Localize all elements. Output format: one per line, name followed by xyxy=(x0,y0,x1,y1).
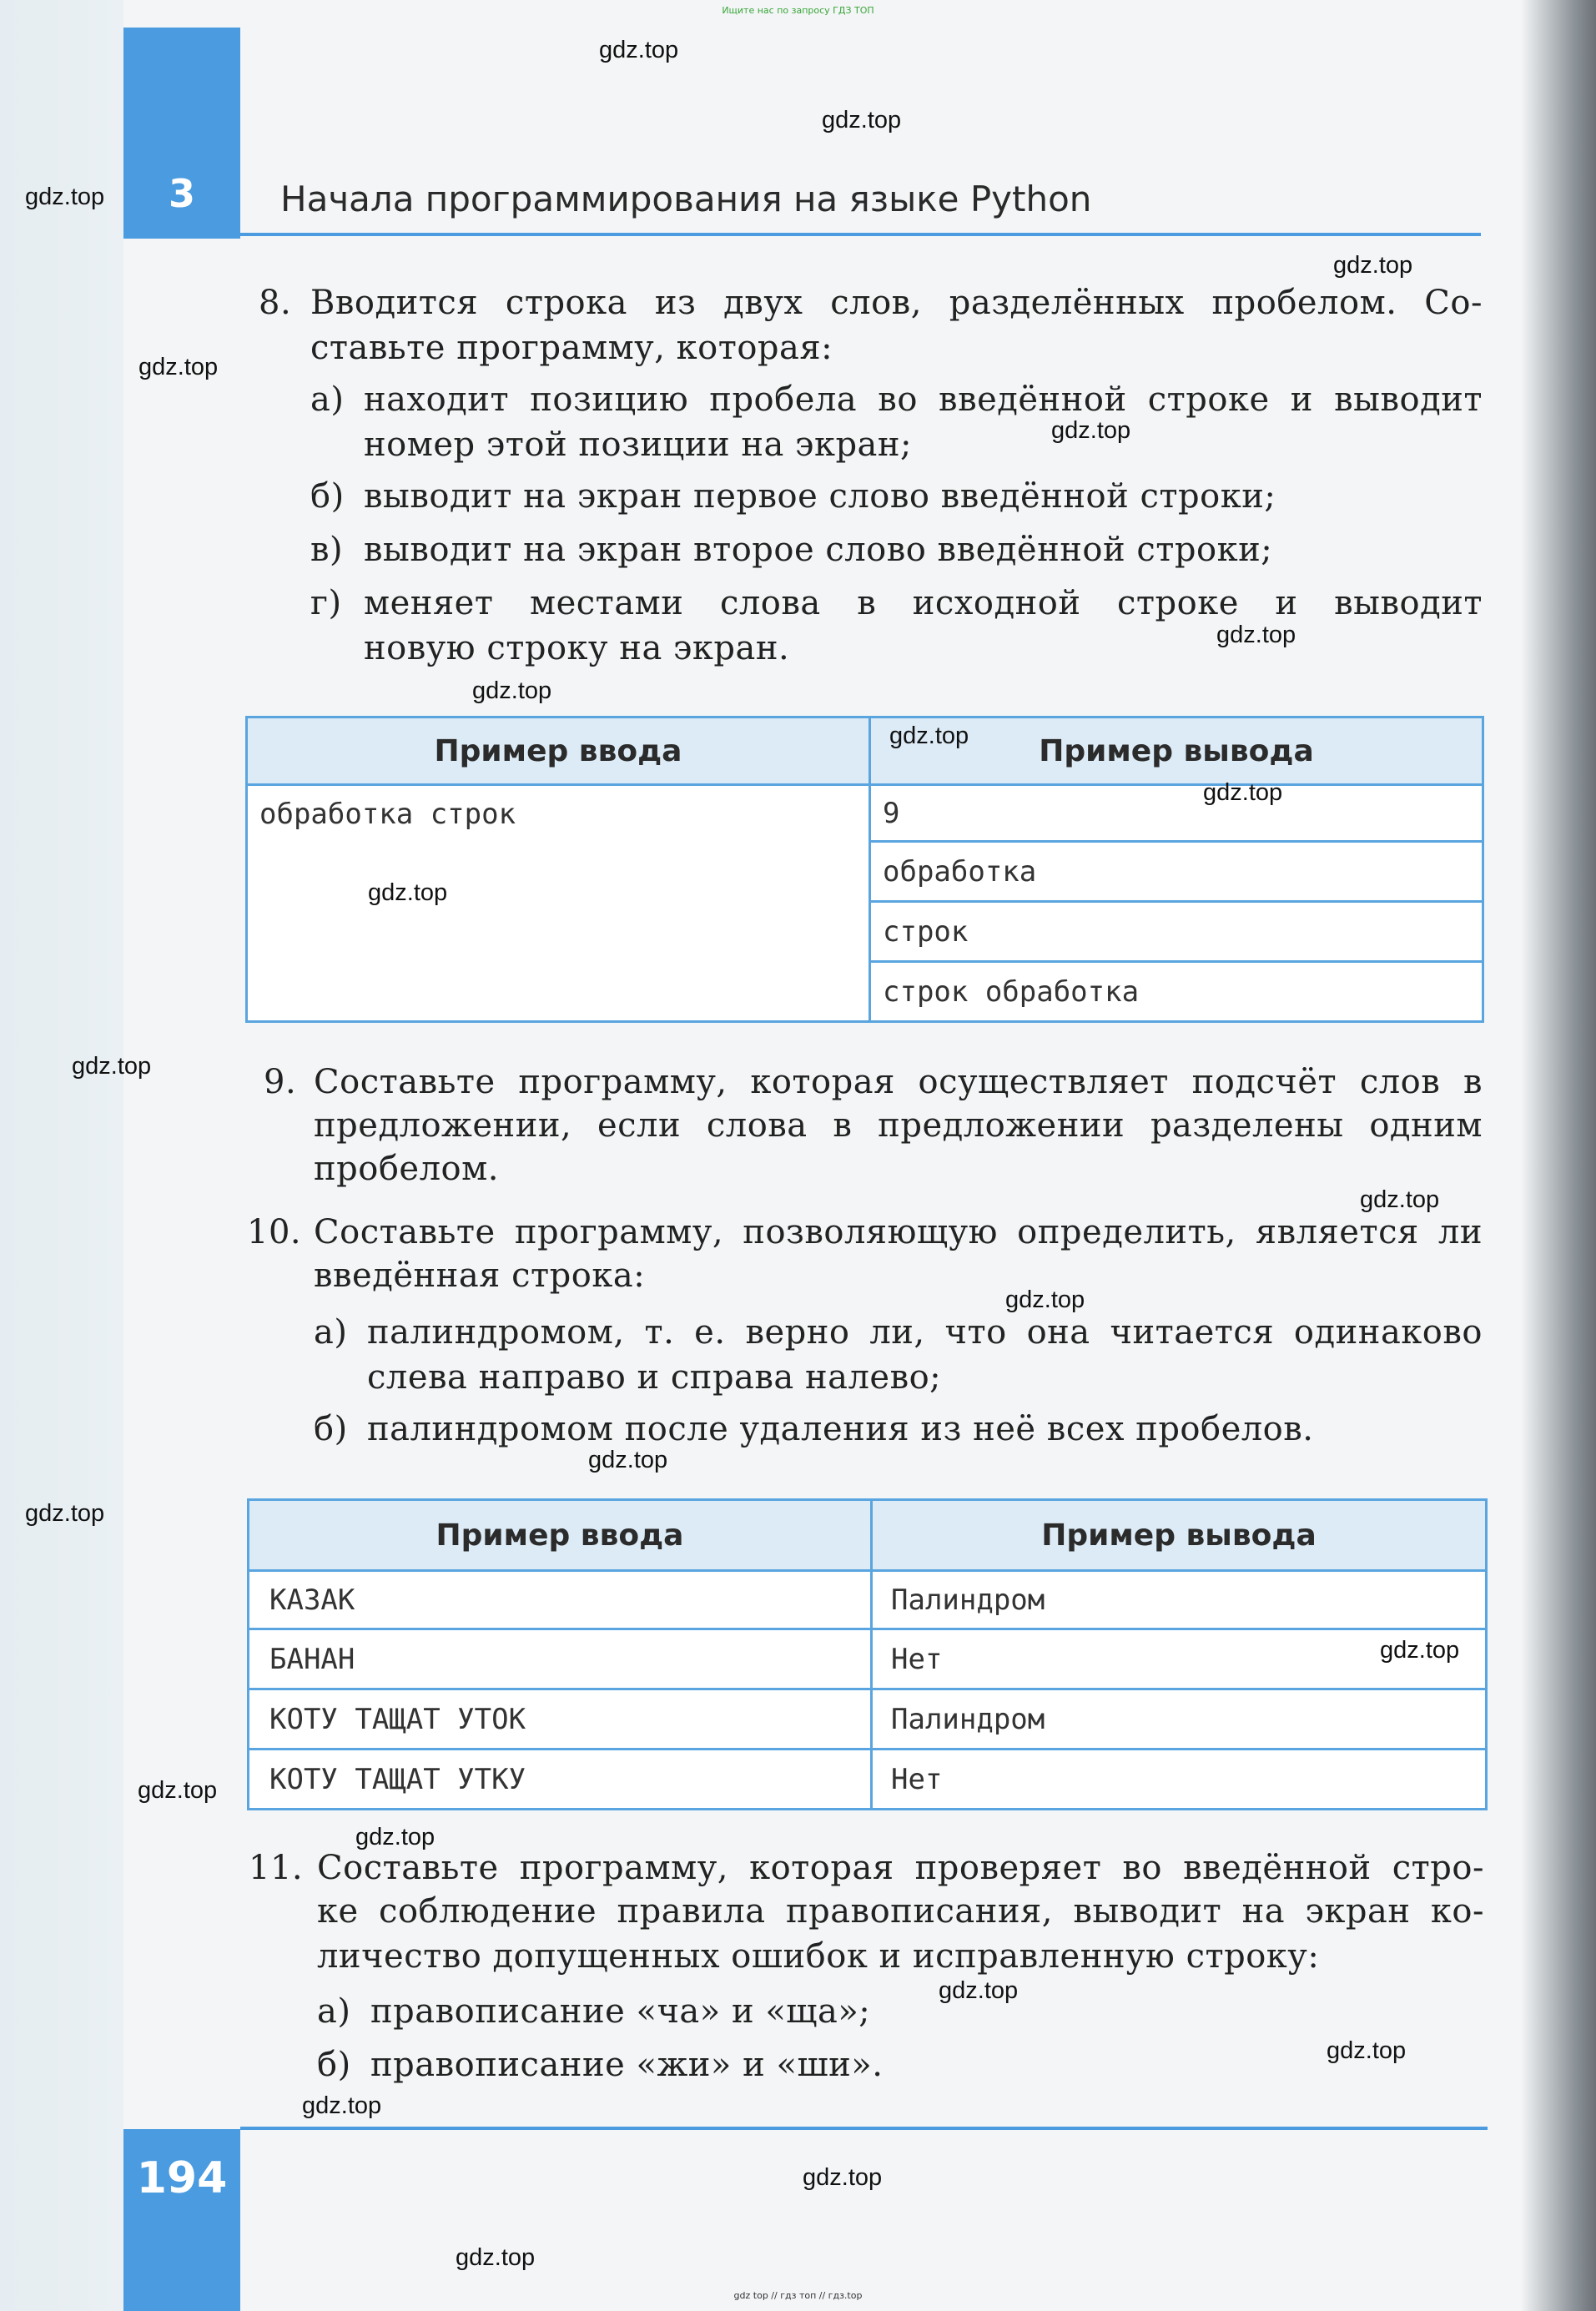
item-label: а) xyxy=(314,1313,348,1352)
watermark: gdz.top xyxy=(939,1977,1019,2004)
watermark: gdz.top xyxy=(72,1053,152,1080)
watermark: gdz.top xyxy=(1380,1637,1460,1664)
task-text: пробелом. xyxy=(314,1150,499,1188)
table-cell-output: Палиндром xyxy=(872,1571,1487,1629)
item-label: в) xyxy=(310,531,344,569)
watermark: gdz.top xyxy=(588,1447,668,1473)
table-cell-output: обработка xyxy=(870,842,1483,902)
watermark: gdz.top xyxy=(1051,417,1131,444)
watermark: gdz.top xyxy=(138,1777,218,1804)
watermark: gdz.top xyxy=(368,879,448,906)
task-text: Составьте программу, которая проверяет во введённой стро- xyxy=(317,1849,1484,1887)
task-text: ставьте программу, которая: xyxy=(310,329,833,367)
table-cell-input: КОТУ ТАЩАТ УТКУ xyxy=(249,1750,872,1810)
item-label: б) xyxy=(310,477,345,516)
watermark: gdz.top xyxy=(599,37,679,63)
watermark: gdz.top xyxy=(822,107,902,133)
watermark: gdz.top xyxy=(25,1500,105,1527)
task-text: предложении, если слова в предложении разделены одним xyxy=(314,1106,1483,1145)
watermark: gdz.top xyxy=(1327,2037,1407,2064)
watermark: gdz.top xyxy=(1216,622,1296,648)
task-number: 10. xyxy=(247,1213,302,1251)
task-text: Составьте программу, позволяющую определить, является ли xyxy=(314,1213,1483,1251)
table-cell-input: КОТУ ТАЩАТ УТОК xyxy=(249,1689,872,1750)
table-cell-output: Палиндром xyxy=(872,1689,1487,1750)
item-label: б) xyxy=(317,2046,351,2084)
table-cell-output: 9 xyxy=(870,785,1483,842)
table-header-input: Пример ввода xyxy=(249,1500,872,1571)
page-margin xyxy=(0,0,123,2311)
bottom-note: gdz top // гдз топ // гдз.top xyxy=(733,2290,863,2301)
task-text: Вводится строка из двух слов, разделённых пробелом. Со- xyxy=(310,284,1483,322)
task-number: 11. xyxy=(249,1849,304,1887)
example-table-2 xyxy=(247,1498,1488,1810)
table-header-output: Пример вывода xyxy=(872,1500,1487,1571)
item-text: правописание «ча» и «ща»; xyxy=(370,1992,871,2031)
item-label: а) xyxy=(317,1992,351,2031)
item-text: выводит на экран первое слово введённой строки; xyxy=(364,477,1276,516)
table-header-input: Пример ввода xyxy=(247,717,870,785)
footer-divider xyxy=(240,2127,1488,2130)
watermark: gdz.top xyxy=(302,2092,382,2119)
chapter-title: Начала программирования на языке Python xyxy=(280,179,1092,219)
task-text: личество допущенных ошибок и исправленную строку: xyxy=(317,1937,1320,1976)
item-text: находит позицию пробела во введённой строке и выводит xyxy=(364,380,1483,419)
example-table-1 xyxy=(245,716,1484,1023)
item-label: г) xyxy=(310,584,342,622)
table-cell-input: КАЗАК xyxy=(249,1571,872,1629)
item-text: номер этой позиции на экран; xyxy=(364,425,913,464)
item-text: выводит на экран второе слово введённой строки; xyxy=(364,531,1273,569)
item-text: меняет местами слова в исходной строке и выводит xyxy=(364,584,1483,622)
watermark: gdz.top xyxy=(355,1824,436,1850)
table-cell-output: строк обработка xyxy=(870,962,1483,1022)
watermark: gdz.top xyxy=(889,723,969,749)
chapter-number: 3 xyxy=(168,171,195,216)
table-cell-input: обработка строк xyxy=(247,785,870,1022)
table-cell-output: Нет xyxy=(872,1629,1487,1689)
item-text: правописание «жи» и «ши». xyxy=(370,2046,884,2084)
task-number: 9. xyxy=(264,1063,297,1101)
item-text: палиндромом, т. е. верно ли, что она читается одинаково xyxy=(367,1313,1483,1352)
item-label: б) xyxy=(314,1410,348,1448)
watermark: gdz.top xyxy=(1360,1186,1440,1213)
watermark: gdz.top xyxy=(472,677,552,704)
watermark: gdz.top xyxy=(1005,1286,1085,1313)
table-cell-output: строк xyxy=(870,902,1483,962)
table-header-output: Пример вывода xyxy=(870,717,1483,785)
item-text: новую строку на экран. xyxy=(364,629,790,667)
page-fold-shadow xyxy=(1521,0,1596,2311)
item-text: слева направо и справа налево; xyxy=(367,1358,942,1397)
task-text: Составьте программу, которая осуществляет подсчёт слов в xyxy=(314,1063,1483,1101)
page-number: 194 xyxy=(136,2153,228,2203)
item-text: палиндромом после удаления из неё всех пробелов. xyxy=(367,1410,1314,1448)
watermark: gdz.top xyxy=(803,2164,883,2191)
task-text: введённая строка: xyxy=(314,1256,646,1295)
task-text: ке соблюдение правила правописания, выводит на экран ко- xyxy=(317,1892,1484,1931)
watermark: gdz.top xyxy=(1333,252,1413,279)
watermark: gdz.top xyxy=(25,184,105,210)
table-cell-input: БАНАН xyxy=(249,1629,872,1689)
item-label: а) xyxy=(310,380,345,419)
top-note: Ищите нас по запросу ГДЗ ТОП xyxy=(722,5,874,16)
task-number: 8. xyxy=(259,284,292,322)
watermark: gdz.top xyxy=(138,354,219,380)
header-divider xyxy=(240,233,1481,236)
watermark: gdz.top xyxy=(456,2244,536,2271)
watermark: gdz.top xyxy=(1203,779,1283,806)
table-cell-output: Нет xyxy=(872,1750,1487,1810)
